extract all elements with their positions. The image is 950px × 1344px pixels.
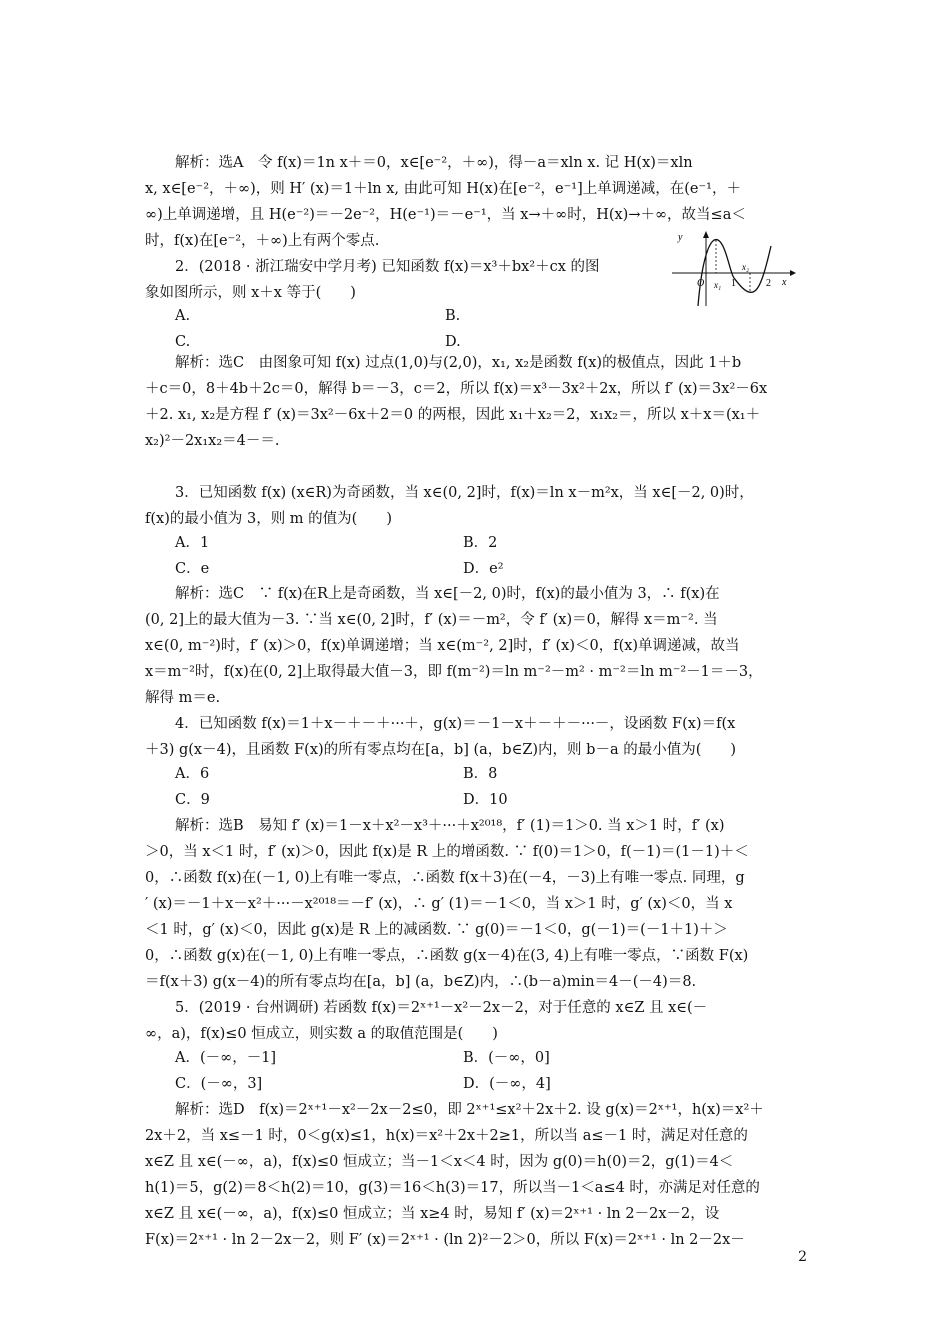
option-a: A．1 <box>175 535 210 551</box>
text-line: ＞0，当 x＜1 时，f′ (x)＞0，因此 f(x)是 R 上的增函数. ∵ f(0)＝1＞0，f(－1)＝(1－1)＋＜ <box>145 844 749 860</box>
x1-label: x₁ <box>714 280 722 290</box>
option-d: D. <box>445 334 461 350</box>
text-line: x＝m⁻²时，f(x)在(0, 2]上取得最大值－3，即 f(m⁻²)＝ln m⁻²－m² · m⁻²＝ln m⁻²－1＝－3， <box>145 664 763 680</box>
text-line: x∈Z 且 x∈(－∞，a)，f(x)≤0 恒成立；当－1＜x＜4 时，因为 g(0)＝h(0)＝2，g(1)＝4＜ <box>145 1154 734 1170</box>
question-4-text: 4．已知函数 f(x)＝1＋x－＋－＋···＋，g(x)＝－1－x＋－＋－···－，设函数 F(x)＝f(x <box>175 716 736 732</box>
question-4-text: ＋3) g(x－4)，且函数 F(x)的所有零点均在[a，b] (a，b∈Z)内，则 b－a 的最小值为( ) <box>145 742 737 758</box>
option-a: A. <box>175 308 191 324</box>
option-d: D．10 <box>463 792 508 808</box>
option-c: C．e <box>175 561 210 577</box>
text-line: ＝f(x＋3) g(x－4)的所有零点均在[a，b] (a，b∈Z)内，∴(b－a)min＝4－(－4)＝8. <box>145 974 697 990</box>
option-d: D．(－∞，4] <box>463 1076 551 1092</box>
text-line: 解析：选C 由图象可知 f(x) 过点(1,0)与(2,0)，x₁, x₂是函数 f(x)的极值点，因此 1＋b <box>175 355 742 371</box>
text-line: ′ (x)＝－1＋x－x²＋···－x²⁰¹⁸＝－f′ (x)，∴ g′ (1)＝－1＜0，当 x＞1 时，g′ (x)＜0，当 x <box>145 896 733 912</box>
text-line: x∈(0, m⁻²)时，f′ (x)＞0，f(x)单调递增；当 x∈(m⁻², 2]时，f′ (x)＜0，f(x)单调递减，故当 <box>145 638 740 654</box>
option-b: B．8 <box>463 766 498 782</box>
text-line: 0，∴函数 g(x)在(－1, 0)上有唯一零点，∴函数 g(x－4)在(3, 4)上有唯一零点，∵函数 F(x) <box>145 948 749 964</box>
option-c: C. <box>175 334 191 350</box>
x-axis-arrow <box>790 270 796 276</box>
page-number: 2 <box>798 1249 807 1265</box>
question-2-text: 象如图所示，则 x＋x 等于( ) <box>145 285 356 301</box>
text-line: x, x∈[e⁻²，＋∞)，则 H′ (x)＝1＋ln x, 由此可知 H(x)在[e⁻²，e⁻¹]上单调递减，在(e⁻¹，＋ <box>145 181 741 197</box>
one-label: 1 <box>731 278 736 289</box>
option-c: C．(－∞，3] <box>175 1076 263 1092</box>
question-3-text: 3．已知函数 f(x) (x∈R)为奇函数，当 x∈(0, 2]时，f(x)＝ln x－m²x，当 x∈[－2, 0)时， <box>175 485 754 501</box>
text-line: 解析：选A 令 f(x)＝1n x＋＝0，x∈[e⁻²，＋∞)，得－a＝xln x. 记 H(x)＝xln <box>175 155 693 171</box>
text-line: 解析：选D f(x)＝2ˣ⁺¹－x²－2x－2≤0，即 2ˣ⁺¹≤x²＋2x＋2. 设 g(x)＝2ˣ⁺¹，h(x)＝x²＋ <box>175 1102 764 1118</box>
option-b: B．2 <box>463 535 498 551</box>
question-5-text: 5．(2019 · 台州调研) 若函数 f(x)＝2ˣ⁺¹－x²－2x－2，对于任意的 x∈Z 且 x∈(－ <box>175 1000 708 1016</box>
text-line: ＋2. x₁, x₂是方程 f′ (x)＝3x²－6x＋2＝0 的两根，因此 x₁＋x₂＝2，x₁x₂＝，所以 x＋x＝(x₁＋ <box>145 407 761 423</box>
text-line: ∞)上单调递增，且 H(e⁻²)＝－2e⁻²，H(e⁻¹)＝－e⁻¹，当 x→＋∞时，H(x)→＋∞，故当≤a＜ <box>145 207 746 223</box>
question-5-text: ∞，a)，f(x)≤0 恒成立，则实数 a 的取值范围是( ) <box>145 1026 498 1042</box>
y-axis-arrow <box>703 231 709 238</box>
text-line: x₂)²－2x₁x₂＝4－＝. <box>145 433 280 449</box>
text-line: 解析：选B 易知 f′ (x)＝1－x＋x²－x³＋···＋x²⁰¹⁸，f′ (1)＝1＞0. 当 x＞1 时，f′ (x) <box>175 818 725 834</box>
origin-label: O <box>697 278 705 289</box>
option-d: D．e² <box>463 561 504 577</box>
text-line: ＋c＝0，8＋4b＋2c＝0，解得 b＝－3，c＝2，所以 f(x)＝x³－3x²＋2x，所以 f′ (x)＝3x²－6x <box>145 381 768 397</box>
cubic-function-graph <box>672 228 797 308</box>
two-label: 2 <box>766 278 771 289</box>
option-b: B．(－∞，0] <box>463 1050 550 1066</box>
y-label: y <box>678 232 683 243</box>
option-b: B. <box>445 308 461 324</box>
text-line: ＜1 时，g′ (x)＜0，因此 g(x)是 R 上的减函数. ∵ g(0)＝－1＜0，g(－1)＝(－1＋1)＋＞ <box>145 922 728 938</box>
option-a: A．(－∞，－1] <box>175 1050 277 1066</box>
option-a: A．6 <box>175 766 210 782</box>
text-line: 时，f(x)在[e⁻²，＋∞)上有两个零点. <box>145 233 380 249</box>
option-c: C．9 <box>175 792 210 808</box>
question-3-text: f(x)的最小值为 3，则 m 的值为( ) <box>145 511 392 527</box>
text-line: 2x＋2，当 x≤－1 时，0＜g(x)≤1，h(x)＝x²＋2x＋2≥1，所以当 a≤－1 时，满足对任意的 <box>145 1128 748 1144</box>
text-line: h(1)＝5，g(2)＝8＜h(2)＝10，g(3)＝16＜h(3)＝17，所以当－1＜a≤4 时，亦满足对任意的 <box>145 1180 760 1196</box>
text-line: F(x)＝2ˣ⁺¹ · ln 2－2x－2，则 F′ (x)＝2ˣ⁺¹ · (ln 2)²－2＞0，所以 F(x)＝2ˣ⁺¹ · ln 2－2x－ <box>145 1232 745 1248</box>
text-line: 0，∴函数 f(x)在(－1, 0)上有唯一零点，∴函数 f(x＋3)在(－4，－3)上有唯一零点. 同理，g <box>145 870 745 886</box>
x-label: x <box>782 277 787 288</box>
text-line: (0, 2]上的最大值为－3. ∵当 x∈(0, 2]时，f′ (x)＝－m²，令 f′ (x)＝0，解得 x＝m⁻². 当 <box>145 612 718 628</box>
text-line: 解析：选C ∵ f(x)在R上是奇函数，当 x∈[－2, 0)时，f(x)的最小值为 3，∴ f(x)在 <box>175 586 720 602</box>
text-line: 解得 m＝e. <box>145 690 221 706</box>
question-2-text: 2．(2018 · 浙江瑞安中学月考) 已知函数 f(x)＝x³＋bx²＋cx 的图 <box>175 259 600 275</box>
x2-label: x₂ <box>742 262 750 272</box>
text-line: x∈Z 且 x∈(－∞，a)，f(x)≤0 恒成立；当 x≥4 时，易知 f′ (x)＝2ˣ⁺¹ · ln 2－2x－2，设 <box>145 1206 720 1222</box>
